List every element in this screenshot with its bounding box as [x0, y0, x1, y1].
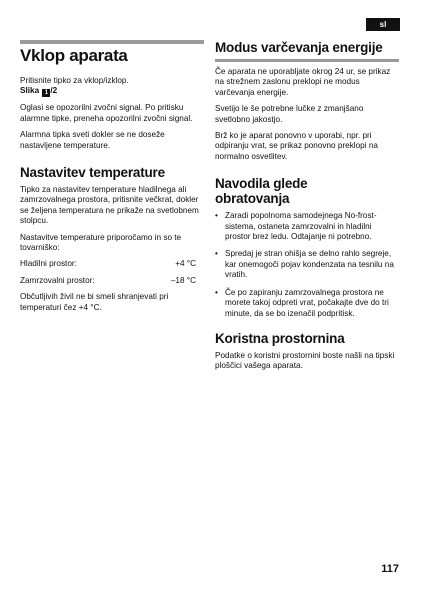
section-title-koristna: Koristna prostornina [215, 330, 345, 346]
section-navodila [215, 176, 399, 319]
paragraph-text: Pritisnite tipko za vklop/izklop. [20, 76, 129, 85]
bullet-icon: • [215, 287, 218, 297]
paragraph: Brž ko je aparat ponovno v uporabi, npr. pri odpiranju vrat, se prikaz ponovno preklopi na normalno osvetlitev. [215, 131, 378, 161]
figure-ref-suffix: /2 [50, 86, 58, 96]
list-item-text: Zaradi popolnoma samodejnega No-frost-sistema, ostaneta zamrzovalni in hladilni prostor brez ledu. Odtajanje ni potrebno. [225, 211, 377, 242]
section-rule [215, 59, 399, 62]
temperature-value: +4 °C [175, 259, 196, 269]
list-item [215, 288, 399, 319]
paragraph: Oglasi se opozorilni zvočni signal. Po pritisku alarmne tipke, preneha opozorilni zvočni signal. [20, 103, 193, 123]
paragraph: Nastavitve temperature priporočamo in so te tovarniško: [20, 232, 182, 253]
bullet-icon: • [215, 249, 218, 259]
list-item-text: Spredaj je stran ohišja se delno rahlo segreje, kar onemogoči pojav kondenzata na tesnilu na vratih. [225, 249, 394, 280]
paragraph: Podatke o koristni prostornini boste našli na tipski ploščici vašega aparata. [215, 350, 395, 371]
figure-number-box: 1 [42, 89, 50, 97]
section-title-nastavitev: Nastavitev temperature [20, 165, 165, 181]
paragraph: Svetijo le še potrebne lučke z zmanjšano svetlobno jakostjo. [215, 104, 364, 124]
left-column [20, 40, 204, 319]
section-rule [20, 40, 204, 44]
paragraph: Če aparata ne uporabljate okrog 24 ur, se prikaz na strežnem zaslonu preklopi ne modus varčevanja energije. [215, 67, 391, 97]
bullet-icon: • [215, 211, 218, 221]
paragraph: Tipko za nastavitev temperature hladilnega ali zamrzovalnega prostora, pritisnite večkrat, dokler se željena temperatura ne prikaže na svetlobnem stolpcu. [20, 185, 199, 226]
temperature-label: Zamrzovalni prostor: [20, 275, 95, 285]
figure-ref-label: Slika [20, 86, 40, 96]
language-tab: sl [366, 18, 400, 31]
section-title-vklop: Vklop aparata [20, 46, 128, 65]
section-nastavitev [20, 165, 204, 313]
list-item-text: Če po zapiranju zamrzovalnega prostora ne morete takoj odpreti vrat, počakajte dve do tri minute, da se bo izenačil podpritisk. [225, 287, 389, 318]
temperature-value: –18 °C [170, 275, 196, 285]
figure-ref [20, 86, 57, 95]
section-title-modus: Modus varčevanja energije [215, 40, 383, 55]
page-number: 117 [381, 563, 399, 575]
section-koristna [215, 331, 399, 372]
temperature-row [20, 259, 204, 269]
paragraph: Alarmna tipka sveti dokler se ne doseže nastavljene temperature. [20, 130, 165, 150]
list-item [215, 211, 399, 242]
right-column [215, 40, 399, 378]
paragraph: Občutljivih živil ne bi smeli shranjevati pri temperaturi čez +4 °C. [20, 292, 169, 312]
temperature-label: Hladilni prostor: [20, 259, 77, 269]
section-title-navodila: Navodila glede obratovanja [215, 176, 308, 207]
bullet-list [215, 211, 399, 319]
temperature-row [20, 276, 204, 286]
paragraph [20, 76, 204, 97]
list-item [215, 249, 399, 280]
